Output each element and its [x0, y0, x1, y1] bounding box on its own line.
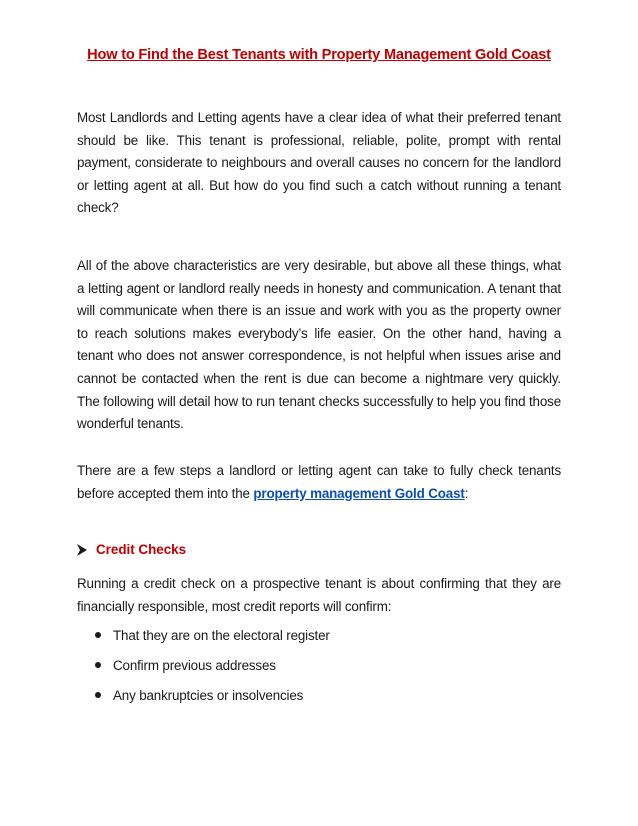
paragraph-steps-text: There are a few steps a landlord or letting agent can take to fully check tenants before accepted them into the — [77, 463, 561, 501]
bullet-dot-icon — [95, 632, 101, 638]
paragraph-steps — [77, 460, 561, 505]
list-item — [95, 624, 330, 646]
paragraph-credit-check: Running a credit check on a prospective tenant is about confirming that they are financially responsible, most credit reports will confirm: — [77, 576, 561, 614]
document-title: How to Find the Best Tenants with Property Management Gold Coast — [87, 47, 551, 63]
list-item — [95, 684, 330, 706]
section-heading-credit-checks — [77, 539, 186, 561]
arrow-bullet-icon — [77, 544, 87, 556]
bullet-dot-icon — [95, 662, 101, 668]
paragraph-intro: Most Landlords and Letting agents have a clear idea of what their preferred tenant should be like. This tenant is professional, reliable, polite, prompt with rental payment, considerate to neighbours and overall causes no concern for the landlord or letting agent at all. But how do you find such a catch without running a tenant check? — [77, 110, 561, 216]
list-item-text: Confirm previous addresses — [113, 657, 276, 673]
list-item — [95, 654, 330, 676]
list-item-text: Any bankruptcies or insolvencies — [113, 687, 304, 703]
bullet-dot-icon — [95, 692, 101, 698]
section-heading-text: Credit Checks — [96, 542, 187, 557]
paragraph-steps-colon: : — [464, 485, 469, 501]
property-management-link[interactable]: property management Gold Coast — [253, 485, 465, 501]
paragraph-characteristics: All of the above characteristics are very desirable, but above all these things, what a letting agent or landlord really needs in honesty and communication. A tenant that will communicate when there is an issue and work with you as the property owner to reach solutions makes everybody’s life easier. On the other hand, having a tenant who does not answer correspondence, is not helpful when issues arise and cannot be contacted when the rent is due can become a nightmare very quickly. The following will detail how to run tenant checks successfully to help you find those wonderful tenants. — [77, 258, 561, 432]
list-item-text: That they are on the electoral register — [113, 627, 330, 643]
bullet-list — [95, 624, 330, 714]
